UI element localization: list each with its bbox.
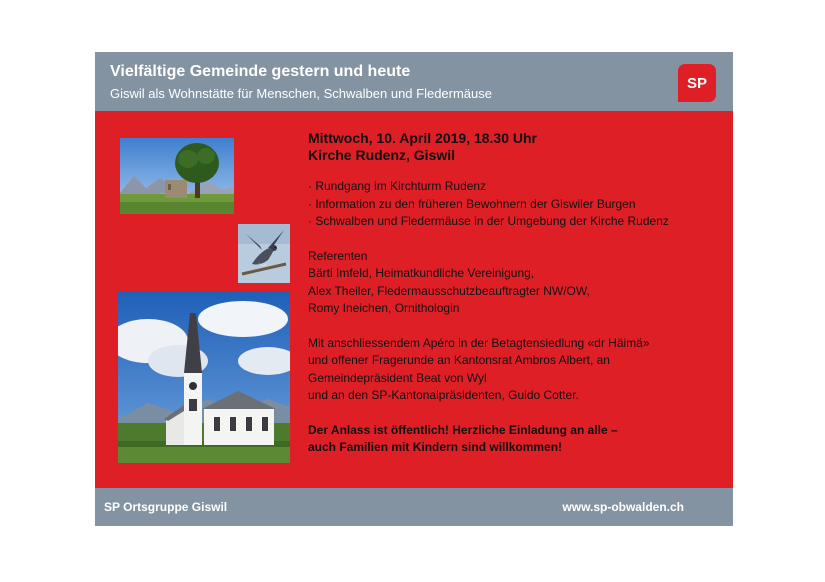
flyer-subtitle: Giswil als Wohnstätte für Menschen, Schwalben und Fledermäuse xyxy=(110,86,493,101)
sp-logo: SP xyxy=(678,64,716,102)
list-item: · Schwalben und Fledermäuse in der Umgebung der Kirche Rudenz xyxy=(308,213,728,231)
list-item: · Rundgang im Kirchturm Rudenz xyxy=(308,178,728,196)
church-photo xyxy=(118,291,290,463)
footer-bar xyxy=(95,488,733,526)
header-bar xyxy=(95,52,733,111)
invitation-line: auch Familien mit Kindern sind willkommen! xyxy=(308,440,563,454)
speaker-line: Bärti Imfeld, Heimatkundliche Vereinigung, xyxy=(308,266,535,280)
details-line: Gemeindepräsident Beat von Wyl xyxy=(308,370,487,385)
details-line: und offener Fragerunde an Kantonsrat Ambros Albert, an xyxy=(308,353,610,367)
event-details xyxy=(308,130,728,457)
invitation-line: Der Anlass ist öffentlich! Herzliche Einladung an alle – xyxy=(308,422,618,437)
speakers-heading: Referenten xyxy=(308,248,368,263)
details-block xyxy=(308,335,728,405)
flyer-card xyxy=(95,52,733,526)
event-location: Kirche Rudenz, Giswil xyxy=(308,147,456,163)
speaker-line: Alex Theiler, Fledermausschutzbeauftragter NW/OW, xyxy=(308,283,590,298)
tree-ruin-photo xyxy=(120,138,234,214)
organization-name: SP Ortsgruppe Giswil xyxy=(104,500,228,514)
list-item: · Information zu den früheren Bewohnern der Giswiler Burgen xyxy=(308,196,728,214)
details-line: und an den SP-Kantonalpräsidenten, Guido Cotter. xyxy=(308,388,579,402)
swallow-photo xyxy=(238,224,290,283)
details-line: Mit anschliessendem Apéro in der Betagtensiedlung «dr Häimä» xyxy=(308,335,650,350)
event-date: Mittwoch, 10. April 2019, 18.30 Uhr xyxy=(308,130,538,146)
website-link[interactable]: www.sp-obwalden.ch xyxy=(562,500,684,514)
invitation-block xyxy=(308,422,728,457)
speaker-line: Romy Ineichen, Ornithologin xyxy=(308,301,460,315)
flyer-title: Vielfältige Gemeinde gestern und heute xyxy=(110,63,411,80)
speakers-block xyxy=(308,248,728,318)
program-list xyxy=(308,178,728,231)
